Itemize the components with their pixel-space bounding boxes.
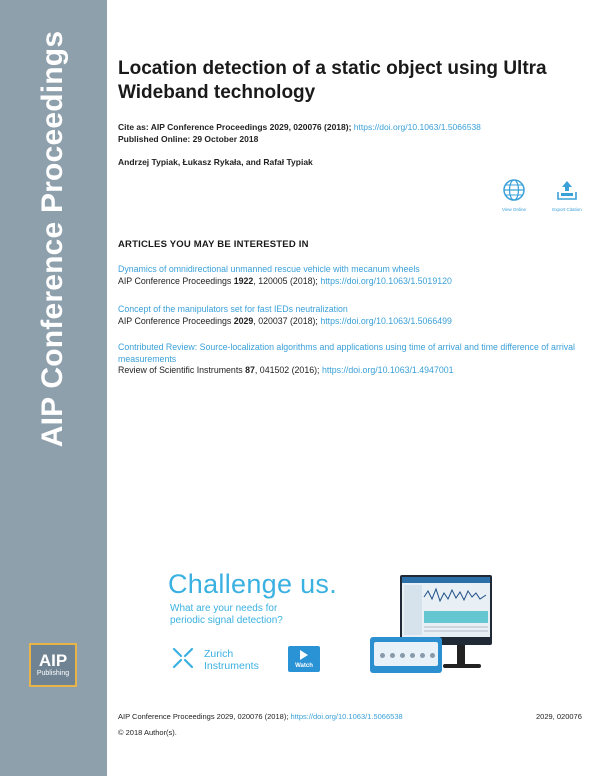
related-article-citation [118, 365, 588, 377]
logo-sub-text: Publishing [36, 670, 70, 677]
monitor-base [443, 664, 481, 668]
zurich-instruments-logo-icon [171, 646, 195, 670]
device-panel [374, 642, 438, 666]
related-volume: 87 [245, 365, 255, 375]
view-online-label: View Online [502, 207, 526, 212]
ad-headline: Challenge us. [168, 569, 338, 599]
footer-doi-link[interactable]: https://doi.org/10.1063/1.5066538 [290, 712, 403, 721]
software-screenshot [402, 577, 490, 637]
monitor-image [400, 575, 492, 645]
monitor-screen [402, 577, 490, 637]
related-article [118, 304, 588, 327]
related-doi-link[interactable]: https://doi.org/10.1063/1.4947001 [321, 365, 454, 375]
cite-volume: 2029 [269, 122, 289, 132]
related-article-title-link[interactable]: Dynamics of omnidirectional unmanned rescue vehicle with mecanum wheels [118, 264, 420, 274]
related-journal: AIP Conference Proceedings [118, 315, 234, 326]
related-volume: 1922 [233, 275, 254, 286]
published-date: Published Online: 29 October 2018 [118, 134, 259, 144]
related-cite-rest: , 041502 (2016); [254, 365, 322, 375]
related-volume: 2029 [233, 315, 254, 326]
device-knob [410, 653, 415, 658]
related-cite-rest: , 020037 (2018); [253, 315, 321, 326]
cite-rest: , 020076 (2018); [288, 122, 354, 132]
related-article-citation [118, 276, 588, 288]
citation-line [118, 122, 481, 133]
device-knob [420, 653, 425, 658]
logo-main-text: AIP [38, 651, 68, 670]
globe-icon [502, 178, 526, 202]
device-knob [430, 653, 435, 658]
related-article [118, 342, 588, 377]
brand-line-1: Zurich [204, 648, 234, 660]
related-doi-link[interactable]: https://doi.org/10.1063/1.5066499 [320, 315, 452, 326]
related-article [118, 264, 588, 287]
cite-prefix: Cite as: AIP Conference Proceedings [118, 122, 270, 132]
article-doi-link[interactable]: https://doi.org/10.1063/1.5066538 [353, 122, 481, 132]
advertisement-banner[interactable] [160, 565, 495, 685]
instrument-device-image [370, 637, 442, 673]
ad-subline: What are your needs for periodic signal detection? [170, 603, 283, 626]
journal-name: AIP Conference Proceedings [36, 30, 70, 448]
related-article-citation [118, 316, 588, 328]
related-article-title-link[interactable]: Concept of the manipulators set for fast IEDs neutralization [118, 304, 348, 314]
article-title: Location detection of a static object using Ultra Wideband technology [118, 58, 547, 103]
watch-button[interactable] [288, 646, 320, 672]
journal-name-vertical [20, 30, 86, 448]
view-online-button[interactable] [492, 178, 536, 212]
related-journal: Review of Scientific Instruments [118, 365, 246, 375]
device-knob [390, 653, 395, 658]
brand-line-2: Instruments [204, 660, 259, 672]
related-article-title-link[interactable]: Contributed Review: Source-localization algorithms and applications using time of arrival and time difference of arrival measurements [118, 342, 576, 364]
device-knob [400, 653, 405, 658]
author-list: Andrzej Typiak, Łukasz Rykała, and Rafał Typiak [118, 157, 313, 167]
watch-label: Watch [295, 663, 313, 669]
footer-page-ref: 2029, 020076 [536, 712, 582, 721]
copyright-notice: © 2018 Author(s). [118, 728, 177, 737]
device-knob [380, 653, 385, 658]
aip-publishing-logo[interactable] [29, 643, 77, 687]
export-citation-button[interactable] [545, 178, 589, 212]
related-doi-link[interactable]: https://doi.org/10.1063/1.5019120 [320, 275, 452, 286]
monitor-stand [457, 645, 465, 665]
export-citation-label: Export Citation [552, 207, 582, 212]
related-journal: AIP Conference Proceedings [118, 275, 234, 286]
play-icon [300, 650, 308, 660]
export-icon [555, 178, 579, 202]
related-articles-heading: ARTICLES YOU MAY BE INTERESTED IN [118, 239, 309, 250]
sidebar [0, 0, 107, 776]
brand-name [204, 648, 259, 672]
footer-cite-prefix: AIP Conference Proceedings 2029, 020076 (2018); [118, 712, 291, 721]
footer-citation [118, 712, 403, 721]
related-cite-rest: , 120005 (2018); [253, 275, 321, 286]
